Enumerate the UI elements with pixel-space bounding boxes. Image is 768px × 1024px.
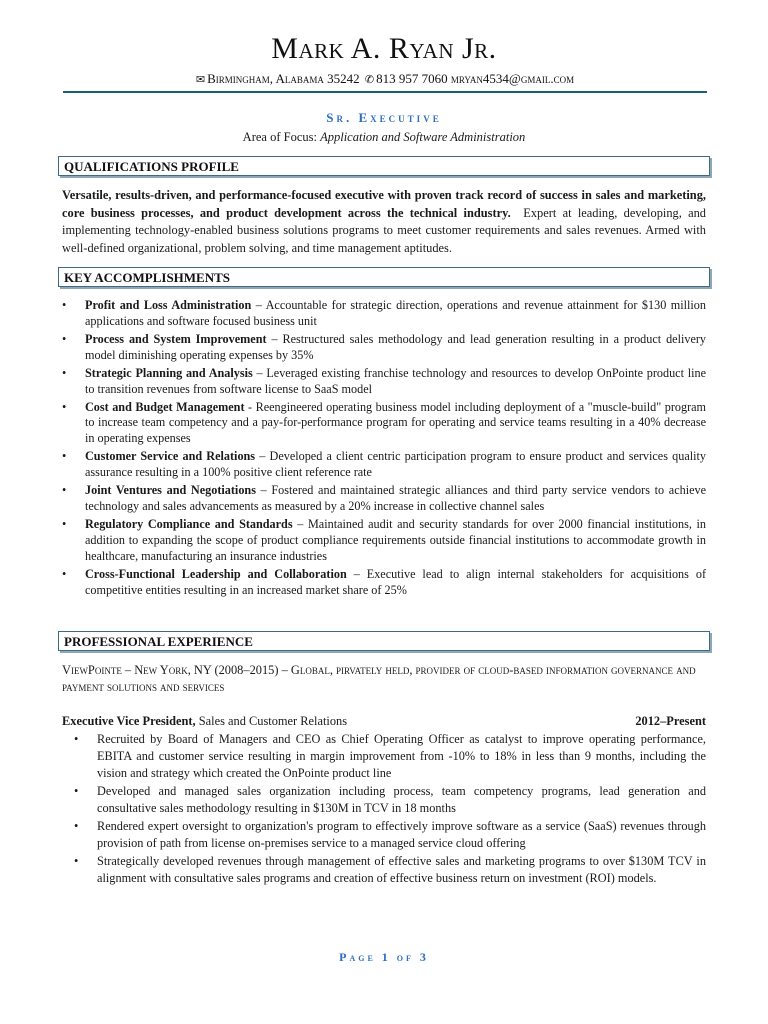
accomplishment-text: Maintained audit and security standards for over 2000 financial institutions, in addition to expanding the scope of product compliance requirements outside financial institutions to accommodate growth in healthcare, manufacturing an insurance industries: [85, 517, 707, 563]
area-of-focus: [0, 130, 768, 145]
accomplishment-title: Customer Service and Relations: [85, 449, 256, 464]
accomplishment-item: [62, 517, 706, 564]
job-title: Executive Vice President,: [62, 714, 196, 728]
bullet-icon: •: [62, 365, 67, 380]
bullet-icon: •: [62, 449, 67, 464]
header-divider: [63, 91, 707, 93]
bullet-icon: •: [62, 298, 67, 312]
bullet-icon: •: [62, 331, 67, 346]
accomplishment-item: [62, 400, 706, 447]
job-bullets-list: [74, 731, 706, 888]
accomplishment-title: Joint Ventures and Negotiations: [85, 483, 256, 498]
accomplishment-item: [62, 366, 706, 398]
accomplishment-item: [62, 567, 706, 599]
bullet-icon: •: [62, 566, 67, 581]
bullet-icon: •: [74, 784, 79, 799]
job-department: Sales and Customer Relations: [198, 714, 348, 728]
role-title: Sr. Executive: [326, 110, 442, 125]
accomplishment-text: Accountable for strategic direction, operations and revenue attainment for $130 million applications and software focused business unit: [85, 298, 706, 328]
page-number: Page 1 of 3: [339, 950, 429, 964]
phone-icon: ✆: [364, 74, 375, 86]
accomplishment-title: Process and System Improvement: [85, 331, 267, 346]
phone: 813 957 7060: [376, 71, 448, 86]
accomplishment-title: Cost and Budget Management: [85, 399, 245, 414]
accomplishment-separator: –: [251, 298, 266, 312]
job-bullet-item: [74, 818, 706, 852]
bullet-icon: •: [62, 483, 67, 498]
accomplishment-separator: –: [255, 483, 272, 498]
accomplishment-text: Fostered and maintained strategic alliances and third party service vendors to achieve technology and sales advancements as measured by a 20% increase in collective channel sales: [85, 483, 706, 514]
contact-line: [0, 71, 768, 88]
job-bullet-text: Rendered expert oversight to organization's program to effectively improve software as a service (SaaS) revenues through provision of path from license on-premises service to a managed service cloud offering: [97, 819, 706, 851]
job-header: [62, 713, 706, 730]
accomplishment-separator: –: [255, 449, 270, 464]
qualifications-bold: Versatile, results-driven, and performance-focused executive with proven track record of success in sales and marketing, core business processes, and product development across the technical industry.: [62, 188, 706, 220]
job-bullet-item: [74, 783, 706, 817]
focus-value: Application and Software Administration: [320, 130, 526, 144]
accomplishment-separator: –: [252, 365, 267, 380]
address: Birmingham, Alabama 35242: [207, 71, 360, 86]
job-bullet-item: [74, 731, 706, 783]
accomplishments-list: [62, 298, 706, 601]
accomplishment-text: Reengineered operating business model including deployment of a "muscle-build" program to increase team competency and a pay-for-performance program for operating and service teams resulting in a 40% decrease in operating expenses: [85, 399, 707, 446]
qualifications-text: [62, 187, 706, 257]
accomplishment-title: Cross-Functional Leadership and Collaboration: [85, 566, 347, 581]
job-bullet-item: [74, 853, 706, 887]
accomplishment-title: Profit and Loss Administration: [85, 298, 252, 312]
bullet-icon: •: [62, 399, 67, 414]
bullet-icon: •: [74, 853, 79, 868]
accomplishment-item: [62, 483, 706, 515]
accomplishment-text: Leveraged existing franchise technology and resources to develop OnPointe product line to transition revenues from software license to SaaS model: [85, 365, 706, 396]
accomplishment-item: [62, 449, 706, 481]
job-bullet-text: Recruited by Board of Managers and CEO as Chief Operating Officer as catalyst to improve operating performance, EBITA and customer service resulting in margin improvement from -10% to 18% in less than 9 months, including the vision and strategy which created the OnPointe product line: [97, 732, 706, 781]
accomplishment-separator: -: [244, 399, 256, 414]
accomplishment-title: Strategic Planning and Analysis: [85, 365, 253, 380]
section-heading-experience: PROFESSIONAL EXPERIENCE: [58, 631, 710, 651]
bullet-icon: •: [74, 732, 79, 746]
accomplishment-text: Developed a client centric participation program to ensure product and services quality assurance resulting in a 100% positive client reference rate: [85, 449, 706, 480]
accomplishment-separator: –: [292, 517, 308, 532]
qualifications-rest: Expert at leading, developing, and implementing technology-enabled business solutions programs to meet customer requirements and sales revenues. Armed with well-defined organizational, problem solving, and time management aptitudes.: [62, 205, 706, 255]
job-bullet-text: Strategically developed revenues through management of effective sales and marketing programs to over $130M TCV in alignment with consultative sales programs and creation of effective business return on investment (ROI) models.: [97, 853, 706, 886]
focus-label: Area of Focus:: [242, 130, 317, 144]
section-heading-accomplishments: KEY ACCOMPLISHMENTS: [58, 267, 710, 287]
envelope-icon: ✉: [195, 74, 206, 86]
accomplishment-separator: –: [266, 331, 283, 346]
accomplishment-item: [62, 298, 706, 330]
job-dates: 2012–Present: [635, 714, 706, 728]
job-bullet-text: Developed and managed sales organization including process, team competency programs, lead generation and consultative sales methodology resulting in $130M in TCV in 18 months: [97, 784, 706, 816]
bullet-icon: •: [62, 517, 67, 532]
bullet-icon: •: [74, 819, 79, 834]
email[interactable]: mryan4534@gmail.com: [450, 71, 575, 86]
company-line: ViewPointe – New York, NY (2008–2015) – Global, pirvately held, provider of cloud-based information governance and payment solutions and services: [62, 663, 696, 694]
section-heading-qualifications: QUALIFICATIONS PROFILE: [58, 156, 710, 176]
accomplishment-separator: –: [346, 566, 367, 581]
candidate-name: Mark A. Ryan Jr.: [271, 32, 497, 65]
accomplishment-title: Regulatory Compliance and Standards: [85, 517, 293, 532]
accomplishment-text: Executive lead to align internal stakeholders for acquisitions of competitive entities resulting in an increased market share of 25%: [85, 566, 707, 597]
accomplishment-text: Restructured sales methodology and lead generation resulting in a product delivery model diminishing operating expenses by 35%: [85, 331, 707, 362]
accomplishment-item: [62, 332, 706, 364]
